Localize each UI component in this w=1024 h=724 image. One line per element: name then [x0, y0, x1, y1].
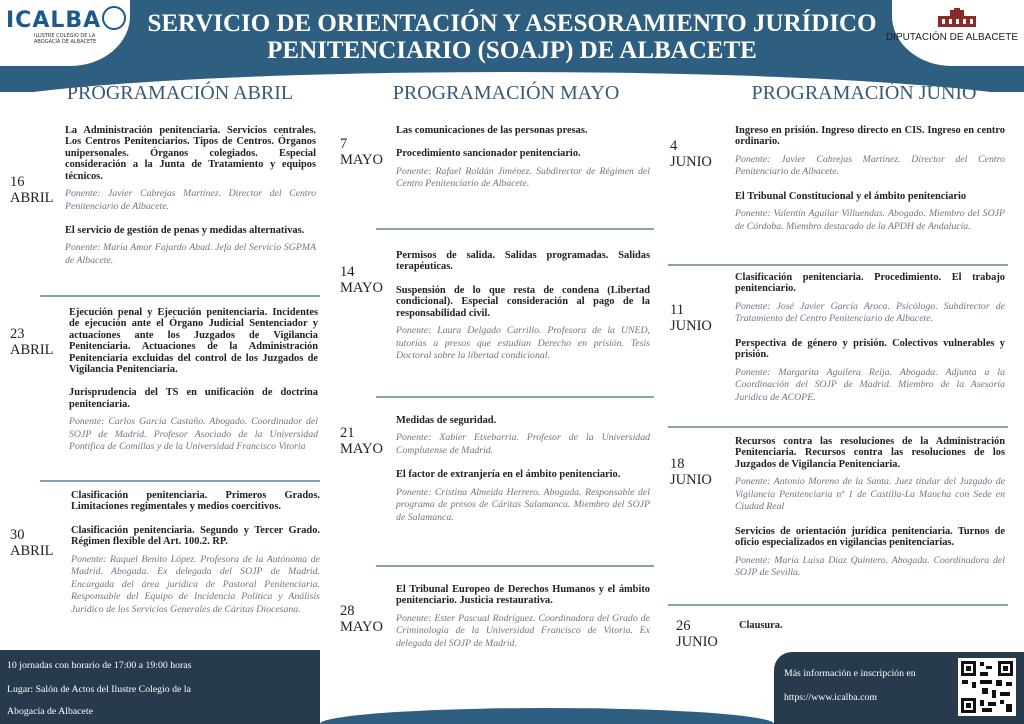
session-month: JUNIO	[670, 154, 712, 170]
topic-title: Clasificación penitenciaria. Procedimiento. El trabajo penitenciario.	[735, 272, 1005, 295]
topic-title: Las comunicaciones de las personas presas.	[396, 125, 588, 136]
session-block	[735, 125, 1005, 233]
topic-speaker: Ponente: Xabier Etxebarria. Profesor de la Universidad Complutense de Madrid.	[396, 432, 650, 456]
topic-speaker: Ponente: Laura Delgado Carrillo. Profesora de la UNED, tutorías a presos que estudian Derecho en prisión. Tesis Doctoral sobre la libertad condicional.	[396, 325, 650, 362]
session-month: MAYO	[340, 619, 383, 635]
session-date	[10, 174, 54, 206]
session-day: 18	[670, 456, 685, 472]
topic-title: El factor de extranjería en el ámbito penitenciario.	[396, 469, 621, 481]
session-day: 30	[10, 527, 25, 543]
topic-speaker: Ponente: María Amor Fajardo Abad. Jefa del Servicio SGPMA de Albacete.	[65, 242, 316, 266]
footer-contact	[774, 652, 1024, 724]
page-title: SERVICIO DE ORIENTACIÓN Y ASESORAMIENTO JURÍDICO PENITENCIARIO (SOAJP) DE ALBACETE	[147, 10, 877, 64]
topic-title: Clausura.	[739, 620, 783, 631]
session-block	[69, 307, 318, 454]
place-text: Lugar: Salón de Actos del Ilustre Colegio de la	[7, 684, 191, 695]
website-link[interactable]: https://www.icalba.com	[784, 692, 877, 703]
session-block	[71, 490, 320, 616]
session-date	[340, 264, 383, 296]
divider	[40, 480, 320, 482]
session-month: ABRIL	[10, 342, 54, 358]
bottom-band	[320, 708, 774, 724]
divider	[668, 426, 1008, 428]
session-block	[396, 250, 650, 363]
icalba-logo-text: ICALBA	[6, 8, 102, 33]
divider	[376, 565, 654, 567]
topic-speaker: Ponente: Antonio Moreno de la Santa. Juez titular del Juzgado de Vigilancia Penitenciaria nº 1 de Castilla-La Mancha con Sede en Ciudad Real	[735, 476, 1005, 513]
session-month: MAYO	[340, 280, 383, 296]
session-day: 14	[340, 264, 355, 280]
info-text: Más información e inscripción en	[784, 668, 916, 679]
session-date	[670, 456, 712, 488]
topic-title: Ingreso en prisión. Ingreso directo en CIS. Ingreso en centro ordinario.	[735, 125, 1005, 148]
topic-title: Permisos de salida. Salidas programadas. Salidas terapéuticas.	[396, 250, 650, 273]
place-text-2: Abogacía de Albacete	[7, 706, 93, 717]
session-day: 26	[676, 618, 691, 634]
topic-title: El Tribunal Constitucional y el ámbito penitenciario	[735, 190, 967, 202]
heading-abril: PROGRAMACIÓN ABRIL	[66, 82, 294, 104]
diputacion-logo-text: DIPUTACIÓN DE ALBACETE	[885, 32, 1018, 43]
session-block	[65, 125, 316, 267]
session-block	[735, 436, 1005, 580]
topic-title: Jurisprudencia del TS en unificación de doctrina penitenciaria.	[69, 387, 318, 410]
session-date	[670, 302, 712, 334]
session-day: 11	[670, 302, 684, 318]
topic-title: Clasificación penitenciaria. Primeros Grados. Limitaciones regimentales y medios coercitivos.	[71, 490, 320, 513]
session-month: ABRIL	[10, 543, 54, 559]
divider	[376, 396, 654, 398]
topic-speaker: Ponente: Javier Cabrejas Martínez. Director del Centro Penitenciario de Albacete.	[65, 188, 316, 212]
heading-mayo: PROGRAMACIÓN MAYO	[392, 82, 620, 104]
topic-title: Clasificación penitenciaria. Segundo y Tercer Grado. Régimen flexible del Art. 100.2. RP.	[71, 524, 320, 548]
topic-speaker: Ponente: Cristina Almeida Herrero. Abogada. Responsable del programa de presos de Cáritas Salamanca. Miembro del SOJP de Salamanca.	[396, 486, 650, 523]
session-day: 16	[10, 174, 25, 190]
topic-speaker: Ponente: Valentín Aguilar Villuendas. Abogado. Miembro del SOJP de Córdoba. Miembro destacado de la APDH de Andalucía.	[735, 208, 1005, 232]
session-month: JUNIO	[670, 472, 712, 488]
seal-icon	[102, 6, 126, 30]
session-day: 28	[340, 603, 355, 619]
session-date	[340, 603, 383, 635]
topic-title: Suspensión de lo que resta de condena (Libertad condicional). Especial consideración al pago de la responsabilidad civil.	[396, 284, 650, 319]
session-block	[739, 620, 999, 631]
session-block	[396, 415, 650, 524]
topic-speaker: Ponente: José Javier García Aroca. Psicólogo. Subdirector de Tratamiento del Centro Penitenciario de Albacete.	[735, 300, 1005, 325]
session-day: 23	[10, 326, 25, 342]
session-month: MAYO	[340, 441, 383, 457]
session-date	[670, 138, 712, 170]
topic-title: Procedimiento sancionador penitenciario.	[396, 148, 581, 160]
session-day: 21	[340, 425, 355, 441]
building-icon	[934, 8, 980, 28]
topic-title: Perspectiva de género y prisión. Colectivos vulnerables y prisión.	[735, 337, 1005, 361]
topic-speaker: Ponente: Ester Pascual Rodríguez. Coordinadora del Grado de Criminología de la Universidad Francisco de Vitoria. Ex delegada del SOJP de Madrid.	[396, 612, 650, 649]
session-block	[735, 272, 1005, 404]
session-date	[676, 618, 718, 650]
qr-code-icon[interactable]	[958, 658, 1016, 716]
session-block	[396, 584, 650, 650]
session-month: ABRIL	[10, 190, 54, 206]
topic-title: Medidas de seguridad.	[396, 415, 497, 426]
topic-title: El servicio de gestión de penas y medidas alternativas.	[65, 225, 305, 237]
icalba-logo-subtitle: ILUSTRE COLEGIO DE LA ABOGACÍA DE ALBACETE	[34, 33, 97, 45]
session-date	[10, 326, 54, 358]
divider	[668, 264, 1008, 266]
session-date	[10, 527, 54, 559]
heading-junio: PROGRAMACIÓN JUNIO	[751, 82, 977, 104]
topic-speaker: Ponente: Raquel Benito López. Profesora de la Autónoma de Madrid. Abogada. Ex delegada del SOJP de Madrid. Encargada del área jurídica de Pastoral Penitenciaria. Responsable del Equipo de Incidencia Política y Análisis Jurídico de los Servicios Generales de Cáritas Diocesana.	[71, 553, 320, 615]
session-month: MAYO	[340, 152, 383, 168]
session-month: JUNIO	[670, 318, 712, 334]
topic-title: Ejecución penal y Ejecución penitenciaria. Incidentes de ejecución ante el Órgano Judicial Sentenciador y actuaciones ante los Juzgados de Vigilancia Penitenciaria. Actuaciones de la Administración Penitenciaria excluidas del control de los Juzgados de Vigilancia Penitenciaria.	[69, 307, 318, 376]
session-block	[396, 125, 650, 191]
topic-title: Servicios de orientación jurídica penitenciaria. Turnos de oficio especializados en vigilancias penitenciarias.	[735, 525, 1005, 549]
topic-speaker: Ponente: Margarita Aguilera Reija. Abogada. Adjunta a la Coordinación del SOJP de Madrid. Miembro de la Asesoría Jurídica de ACOPE.	[735, 366, 1005, 403]
session-day: 4	[670, 138, 678, 154]
footer-info	[0, 650, 320, 724]
topic-title: La Administración penitenciaria. Servicios centrales. Los Centros Penitenciarios. Tipos de Centros. Órganos unipersonales. Órganos colegiados. Especial consideración a la Junta de Tratamiento y equipos técnicos.	[65, 125, 316, 182]
topic-speaker: Ponente: Rafael Roldán Jiménez. Subdirector de Régimen del Centro Penitenciario de Albacete.	[396, 165, 650, 190]
topic-title: El Tribunal Europeo de Derechos Humanos y el ámbito penitenciario. Justicia restaurativa.	[396, 584, 650, 607]
topic-title: Recursos contra las resoluciones de la Administración Penitenciaria. Recursos contra las resoluciones de los Juzgados de Vigilancia Penitenciaria.	[735, 436, 1005, 470]
divider	[40, 295, 320, 297]
session-day: 7	[340, 136, 348, 152]
divider	[376, 228, 654, 230]
topic-speaker: Ponente: María Luisa Díaz Quintero. Abogada. Coordinadora del SOJP de Sevilla.	[735, 554, 1005, 579]
session-date	[340, 425, 383, 457]
topic-speaker: Ponente: Carlos García Castaño. Abogado. Coordinador del SOJP de Madrid. Profesor Asociado de la Universidad Pontifica de Comillas y de la Universidad Francisco Vitoria	[69, 416, 318, 453]
schedule-text: 10 jornadas con horario de 17:00 a 19:00 horas	[7, 660, 192, 671]
session-date	[340, 136, 383, 168]
topic-speaker: Ponente: Javier Cabrejas Martínez. Director del Centro Penitenciario de Albacete.	[735, 153, 1005, 178]
session-month: JUNIO	[676, 634, 718, 650]
divider	[668, 604, 1008, 606]
